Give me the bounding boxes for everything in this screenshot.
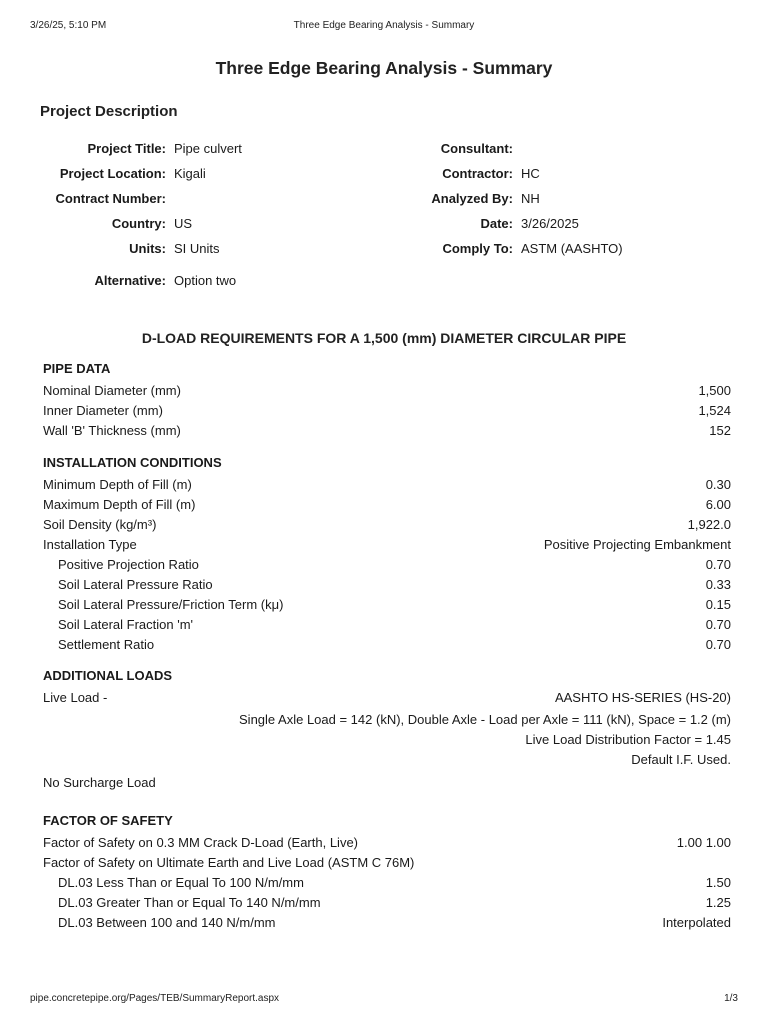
additional-loads-section xyxy=(43,668,731,793)
impact-factor-line: Default I.F. Used. xyxy=(631,752,731,767)
table-row xyxy=(43,475,731,495)
project-title-label: Project Title: xyxy=(87,141,166,156)
print-datetime: 3/26/25, 5:10 PM xyxy=(30,20,107,31)
contractor-label: Contractor: xyxy=(442,166,513,181)
row-label: DL.03 Greater Than or Equal To 140 N/m/mm xyxy=(58,895,321,910)
live-load-row xyxy=(43,688,731,708)
axle-load-line: Single Axle Load = 142 (kN), Double Axle - Load per Axle = 111 (kN), Space = 1.2 (m) xyxy=(239,712,731,727)
table-row xyxy=(43,421,731,441)
factor-of-safety-section xyxy=(43,813,731,933)
table-row xyxy=(43,635,731,655)
date-row xyxy=(415,211,623,236)
table-row xyxy=(43,595,731,615)
surcharge-row xyxy=(43,773,731,793)
installation-heading: INSTALLATION CONDITIONS xyxy=(43,455,222,470)
table-row xyxy=(43,873,731,893)
country-row xyxy=(40,211,242,236)
date-label: Date: xyxy=(480,216,513,231)
row-label: Soil Lateral Fraction 'm' xyxy=(58,617,194,632)
country-value: US xyxy=(174,216,193,231)
table-row xyxy=(43,515,731,535)
live-load-value: AASHTO HS-SERIES (HS-20) xyxy=(554,690,731,705)
row-label: Nominal Diameter (mm) xyxy=(43,383,181,398)
pipe-data-heading: PIPE DATA xyxy=(43,361,111,376)
print-header-title: Three Edge Bearing Analysis - Summary xyxy=(293,20,475,31)
row-label: Positive Projection Ratio xyxy=(58,557,199,572)
table-row xyxy=(43,615,731,635)
comply-to-row xyxy=(415,236,623,261)
row-label: DL.03 Between 100 and 140 N/m/mm xyxy=(58,915,276,930)
project-title-value: Pipe culvert xyxy=(174,141,242,156)
row-label: Installation Type xyxy=(43,537,137,552)
units-value: SI Units xyxy=(174,241,220,256)
comply-to-value: ASTM (AASHTO) xyxy=(521,241,623,256)
row-label: Factor of Safety on 0.3 MM Crack D-Load (Earth, Live) xyxy=(43,835,359,850)
row-value: 0.70 xyxy=(705,557,731,572)
row-value: 1,500 xyxy=(698,383,731,398)
row-value: 1.25 xyxy=(705,895,731,910)
additional-loads-heading: ADDITIONAL LOADS xyxy=(43,668,173,683)
analyzed-by-row xyxy=(415,186,623,211)
contract-number-label: Contract Number: xyxy=(55,191,166,206)
table-row xyxy=(43,555,731,575)
row-value: 0.70 xyxy=(705,617,731,632)
alternative-value: Option two xyxy=(174,273,237,288)
analyzed-by-label: Analyzed By: xyxy=(431,191,513,206)
installation-conditions-section xyxy=(43,455,731,655)
row-value: 0.33 xyxy=(705,577,731,592)
consultant-row xyxy=(415,136,623,161)
surcharge-text: No Surcharge Load xyxy=(43,775,156,790)
project-right-column xyxy=(415,136,623,261)
project-left-column xyxy=(40,136,242,261)
page-url-link[interactable]: pipe.concretepipe.org/Pages/TEB/SummaryReport.aspx xyxy=(30,993,280,1004)
consultant-label: Consultant: xyxy=(440,141,513,156)
alternative-label: Alternative: xyxy=(94,273,166,288)
table-row xyxy=(43,833,731,853)
page-number: 1/3 xyxy=(724,993,738,1004)
table-row xyxy=(43,535,731,555)
print-footer xyxy=(30,993,738,1004)
row-label: Wall 'B' Thickness (mm) xyxy=(43,423,181,438)
units-label: Units: xyxy=(129,241,166,256)
contractor-row xyxy=(415,161,623,186)
row-label: Soil Lateral Pressure Ratio xyxy=(58,577,213,592)
row-value: 152 xyxy=(709,423,731,438)
project-location-value: Kigali xyxy=(174,166,206,181)
comply-to-label: Comply To: xyxy=(442,241,513,256)
row-label: Settlement Ratio xyxy=(58,637,155,652)
table-row xyxy=(43,913,731,933)
row-label: DL.03 Less Than or Equal To 100 N/m/mm xyxy=(58,875,304,890)
row-value: 0.70 xyxy=(705,637,731,652)
table-row xyxy=(43,381,731,401)
print-header xyxy=(30,20,738,31)
row-value: 1,922.0 xyxy=(687,517,731,532)
table-row xyxy=(43,401,731,421)
row-value: 1,524 xyxy=(698,403,731,418)
dload-heading: D-LOAD REQUIREMENTS FOR A 1,500 (mm) DIAMETER CIRCULAR PIPE xyxy=(141,330,627,346)
units-row xyxy=(40,236,242,261)
row-value: 1.00 1.00 xyxy=(676,835,731,850)
analyzed-by-value: NH xyxy=(521,191,540,206)
row-label: Maximum Depth of Fill (m) xyxy=(43,497,196,512)
row-label: Soil Density (kg/m³) xyxy=(43,517,157,532)
row-value: 0.30 xyxy=(705,477,731,492)
pipe-data-section xyxy=(43,361,731,441)
table-row xyxy=(43,853,731,873)
row-label: Factor of Safety on Ultimate Earth and Live Load (ASTM C 76M) xyxy=(43,855,415,870)
project-location-label: Project Location: xyxy=(59,166,166,181)
distribution-factor-line: Live Load Distribution Factor = 1.45 xyxy=(525,732,731,747)
contract-number-row xyxy=(40,186,242,211)
alternative-row xyxy=(40,268,236,293)
project-description-heading: Project Description xyxy=(40,103,178,120)
country-label: Country: xyxy=(111,216,166,231)
table-row xyxy=(43,495,731,515)
project-location-row xyxy=(40,161,242,186)
row-label: Inner Diameter (mm) xyxy=(43,403,163,418)
row-value: Interpolated xyxy=(662,915,731,930)
project-title-row xyxy=(40,136,242,161)
row-value: 0.15 xyxy=(705,597,731,612)
contractor-value: HC xyxy=(521,166,540,181)
row-label: Soil Lateral Pressure/Friction Term (kμ) xyxy=(58,597,284,612)
row-value: Positive Projecting Embankment xyxy=(543,537,731,552)
page-title: Three Edge Bearing Analysis - Summary xyxy=(215,58,553,78)
factor-of-safety-heading: FACTOR OF SAFETY xyxy=(43,813,173,828)
table-row xyxy=(43,575,731,595)
row-value: 1.50 xyxy=(705,875,731,890)
live-load-label: Live Load - xyxy=(43,690,108,705)
row-value: 6.00 xyxy=(705,497,731,512)
date-value: 3/26/2025 xyxy=(521,216,579,231)
row-label: Minimum Depth of Fill (m) xyxy=(43,477,192,492)
table-row xyxy=(43,893,731,913)
